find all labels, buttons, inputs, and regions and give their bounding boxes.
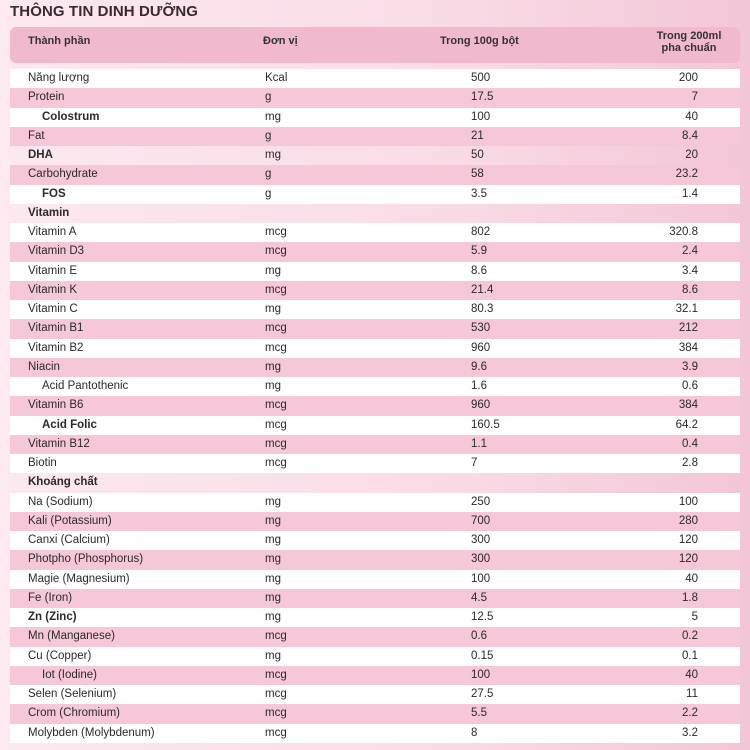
nutrient-unit: mcg bbox=[265, 399, 287, 412]
table-row bbox=[10, 358, 740, 377]
value-per-100g: 500 bbox=[471, 72, 491, 84]
value-per-200ml: 2.8 bbox=[682, 457, 698, 469]
nutrient-unit: mcg bbox=[265, 630, 287, 643]
nutrient-name: Magie (Magnesium) bbox=[28, 572, 130, 585]
nutrient-name: Photpho (Phosphorus) bbox=[28, 553, 144, 566]
nutrient-unit: mg bbox=[265, 534, 281, 546]
header-per-200ml bbox=[654, 30, 724, 54]
nutrient-name: Iot (Iodine) bbox=[42, 668, 97, 681]
table-row bbox=[10, 724, 740, 743]
nutrient-unit: mg bbox=[265, 264, 281, 277]
nutrient-name: Vitamin E bbox=[28, 264, 78, 277]
value-per-100g: 960 bbox=[471, 341, 491, 354]
nutrient-name: Selen (Selenium) bbox=[28, 688, 117, 700]
value-per-200ml: 32.1 bbox=[675, 303, 698, 315]
value-per-200ml: 11 bbox=[686, 688, 698, 700]
value-per-100g: 27.5 bbox=[471, 688, 494, 700]
table-row bbox=[10, 396, 740, 415]
value-per-100g: 100 bbox=[471, 668, 491, 681]
table-row bbox=[10, 300, 740, 319]
value-per-100g: 80.3 bbox=[471, 303, 494, 315]
page-title: THÔNG TIN DINH DƯỠNG bbox=[10, 3, 199, 20]
value-per-100g: 100 bbox=[471, 572, 491, 585]
nutrient-name: Crom (Chromium) bbox=[28, 707, 120, 720]
value-per-100g: 700 bbox=[471, 514, 491, 527]
nutrient-name: Na (Sodium) bbox=[28, 495, 93, 508]
table-row bbox=[10, 704, 740, 723]
value-per-100g: 1.6 bbox=[471, 380, 487, 392]
nutrient-unit: mcg bbox=[265, 457, 287, 469]
value-per-200ml: 120 bbox=[678, 553, 698, 566]
nutrient-name: Acid Pantothenic bbox=[42, 380, 129, 392]
value-per-200ml: 40 bbox=[685, 572, 698, 585]
nutrient-name: Vitamin B6 bbox=[28, 399, 84, 412]
nutrient-unit: mg bbox=[265, 303, 281, 315]
table-row bbox=[10, 493, 740, 512]
value-per-100g: 21.4 bbox=[471, 283, 494, 296]
header-per-200ml-line1: Trong 200ml bbox=[656, 30, 722, 42]
value-per-100g: 4.5 bbox=[471, 591, 487, 604]
table-row bbox=[10, 281, 740, 300]
nutrient-unit: mg bbox=[265, 495, 281, 508]
nutrient-unit: mcg bbox=[265, 245, 287, 258]
nutrient-name: Vitamin B2 bbox=[28, 341, 84, 354]
nutrient-unit: mcg bbox=[265, 341, 287, 354]
value-per-200ml: 3.9 bbox=[682, 360, 698, 373]
nutrient-unit: mg bbox=[265, 514, 281, 527]
header-per-100g: Trong 100g bột bbox=[440, 35, 519, 47]
value-per-200ml: 40 bbox=[685, 668, 698, 681]
nutrient-unit: mcg bbox=[265, 322, 287, 335]
value-per-200ml: 8.4 bbox=[682, 129, 698, 142]
nutrient-unit: mg bbox=[265, 611, 281, 623]
value-per-200ml: 200 bbox=[678, 72, 698, 84]
value-per-200ml: 40 bbox=[685, 110, 698, 123]
value-per-100g: 58 bbox=[471, 168, 484, 181]
header-unit: Đơn vị bbox=[263, 35, 298, 47]
value-per-100g: 12.5 bbox=[471, 611, 494, 623]
nutrient-name: Niacin bbox=[28, 360, 60, 373]
value-per-200ml: 64.2 bbox=[675, 418, 698, 431]
table-row bbox=[10, 512, 740, 531]
nutrient-unit: mg bbox=[265, 572, 281, 585]
value-per-100g: 50 bbox=[471, 149, 484, 161]
nutrient-name: Năng lượng bbox=[28, 72, 90, 84]
value-per-100g: 160.5 bbox=[471, 418, 500, 431]
value-per-200ml: 212 bbox=[678, 322, 698, 335]
table-row bbox=[10, 223, 740, 242]
value-per-100g: 100 bbox=[471, 110, 491, 123]
nutrient-name: Molybden (Molybdenum) bbox=[28, 726, 155, 739]
nutrient-name: Carbohydrate bbox=[28, 168, 98, 181]
nutrient-unit: mcg bbox=[265, 283, 287, 296]
table-row bbox=[10, 531, 740, 550]
nutrient-unit: g bbox=[265, 91, 272, 104]
nutrient-unit: mcg bbox=[265, 437, 287, 450]
table-row bbox=[10, 666, 740, 685]
nutrient-unit: mcg bbox=[265, 418, 287, 431]
value-per-100g: 530 bbox=[471, 322, 491, 335]
value-per-100g: 8 bbox=[471, 726, 478, 739]
nutrient-name: Protein bbox=[28, 91, 65, 104]
value-per-200ml: 7 bbox=[691, 91, 698, 104]
nutrient-unit: mg bbox=[265, 380, 281, 392]
value-per-200ml: 3.2 bbox=[682, 726, 698, 739]
table-row bbox=[10, 242, 740, 261]
value-per-100g: 1.1 bbox=[471, 437, 487, 450]
table-row bbox=[10, 262, 740, 281]
nutrient-name: Fat bbox=[28, 129, 45, 142]
nutrient-name: Vitamin A bbox=[28, 226, 77, 238]
value-per-100g: 300 bbox=[471, 534, 491, 546]
table-row bbox=[10, 454, 740, 473]
value-per-200ml: 320.8 bbox=[669, 226, 698, 238]
table-row bbox=[10, 185, 740, 204]
nutrient-unit: mg bbox=[265, 553, 281, 566]
value-per-200ml: 1.4 bbox=[682, 187, 698, 200]
table-row bbox=[10, 570, 740, 589]
value-per-200ml: 384 bbox=[678, 399, 698, 412]
value-per-200ml: 2.4 bbox=[682, 245, 698, 258]
value-per-100g: 300 bbox=[471, 553, 491, 566]
header-ingredient: Thành phần bbox=[28, 35, 91, 47]
nutrient-name: DHA bbox=[28, 149, 53, 161]
value-per-100g: 7 bbox=[471, 457, 478, 469]
nutrient-unit: g bbox=[265, 129, 272, 142]
value-per-100g: 5.5 bbox=[471, 707, 487, 720]
value-per-200ml: 23.2 bbox=[675, 168, 698, 181]
nutrient-unit: Kcal bbox=[265, 72, 288, 84]
nutrient-unit: mg bbox=[265, 110, 281, 123]
nutrient-name: Vitamin B1 bbox=[28, 322, 84, 335]
value-per-200ml: 2.2 bbox=[682, 707, 698, 720]
value-per-100g: 9.6 bbox=[471, 360, 487, 373]
nutrient-unit: mg bbox=[265, 360, 281, 373]
table-header bbox=[10, 27, 740, 63]
nutrient-name: Vitamin B12 bbox=[28, 437, 90, 450]
table-row bbox=[10, 108, 740, 127]
nutrient-name: FOS bbox=[42, 187, 66, 200]
nutrient-name: Acid Folic bbox=[42, 418, 97, 431]
value-per-200ml: 0.6 bbox=[682, 380, 698, 392]
value-per-200ml: 280 bbox=[678, 514, 698, 527]
nutrient-unit: mg bbox=[265, 149, 281, 161]
value-per-200ml: 0.2 bbox=[682, 630, 698, 643]
table-row bbox=[10, 127, 740, 146]
table-row bbox=[10, 416, 740, 435]
nutrient-unit: mcg bbox=[265, 688, 287, 700]
nutrient-name: Vitamin C bbox=[28, 303, 78, 315]
table-row bbox=[10, 647, 740, 666]
table-row bbox=[10, 88, 740, 107]
value-per-200ml: 0.1 bbox=[682, 649, 698, 662]
value-per-200ml: 3.4 bbox=[682, 264, 698, 277]
nutrient-name: Canxi (Calcium) bbox=[28, 534, 110, 546]
table-row bbox=[10, 146, 740, 165]
table-row bbox=[10, 204, 740, 223]
table-row bbox=[10, 69, 740, 88]
table-row bbox=[10, 377, 740, 396]
value-per-100g: 17.5 bbox=[471, 91, 494, 104]
value-per-200ml: 120 bbox=[678, 534, 698, 546]
nutrient-name: Khoáng chất bbox=[28, 476, 98, 489]
value-per-200ml: 5 bbox=[691, 611, 698, 623]
nutrient-name: Kali (Potassium) bbox=[28, 514, 112, 527]
nutrient-unit: mcg bbox=[265, 668, 287, 681]
value-per-100g: 21 bbox=[471, 129, 484, 142]
value-per-100g: 8.6 bbox=[471, 264, 487, 277]
value-per-100g: 250 bbox=[471, 495, 491, 508]
table-row bbox=[10, 550, 740, 569]
value-per-100g: 0.15 bbox=[471, 649, 494, 662]
value-per-100g: 3.5 bbox=[471, 187, 487, 200]
table-row bbox=[10, 473, 740, 492]
header-per-200ml-line2: pha chuẩn bbox=[661, 42, 717, 54]
value-per-200ml: 1.8 bbox=[682, 591, 698, 604]
nutrient-unit: mcg bbox=[265, 226, 287, 238]
nutrient-name: Colostrum bbox=[42, 110, 100, 123]
nutrient-unit: mg bbox=[265, 591, 281, 604]
table-row bbox=[10, 435, 740, 454]
table-row bbox=[10, 685, 740, 704]
value-per-100g: 0.6 bbox=[471, 630, 487, 643]
value-per-200ml: 100 bbox=[678, 495, 698, 508]
nutrient-name: Cu (Copper) bbox=[28, 649, 92, 662]
value-per-200ml: 0.4 bbox=[682, 437, 698, 450]
nutrient-unit: mg bbox=[265, 649, 281, 662]
value-per-100g: 802 bbox=[471, 226, 491, 238]
table-row bbox=[10, 589, 740, 608]
table-row bbox=[10, 608, 740, 627]
value-per-200ml: 8.6 bbox=[682, 283, 698, 296]
value-per-200ml: 20 bbox=[685, 149, 698, 161]
nutrient-name: Vitamin K bbox=[28, 283, 78, 296]
nutrient-unit: mcg bbox=[265, 707, 287, 720]
value-per-200ml: 384 bbox=[678, 341, 698, 354]
nutrient-unit: g bbox=[265, 168, 272, 181]
value-per-100g: 5.9 bbox=[471, 245, 487, 258]
nutrient-unit: mcg bbox=[265, 726, 287, 739]
nutrition-table-body bbox=[10, 69, 740, 743]
value-per-100g: 960 bbox=[471, 399, 491, 412]
nutrient-name: Fe (Iron) bbox=[28, 591, 73, 604]
nutrient-name: Vitamin bbox=[28, 206, 70, 219]
nutrient-unit: g bbox=[265, 187, 272, 200]
table-row bbox=[10, 165, 740, 184]
nutrient-name: Zn (Zinc) bbox=[28, 611, 77, 623]
table-row bbox=[10, 627, 740, 646]
nutrient-name: Biotin bbox=[28, 457, 57, 469]
nutrient-name: Vitamin D3 bbox=[28, 245, 85, 258]
table-row bbox=[10, 319, 740, 338]
table-row bbox=[10, 339, 740, 358]
nutrient-name: Mn (Manganese) bbox=[28, 630, 115, 643]
